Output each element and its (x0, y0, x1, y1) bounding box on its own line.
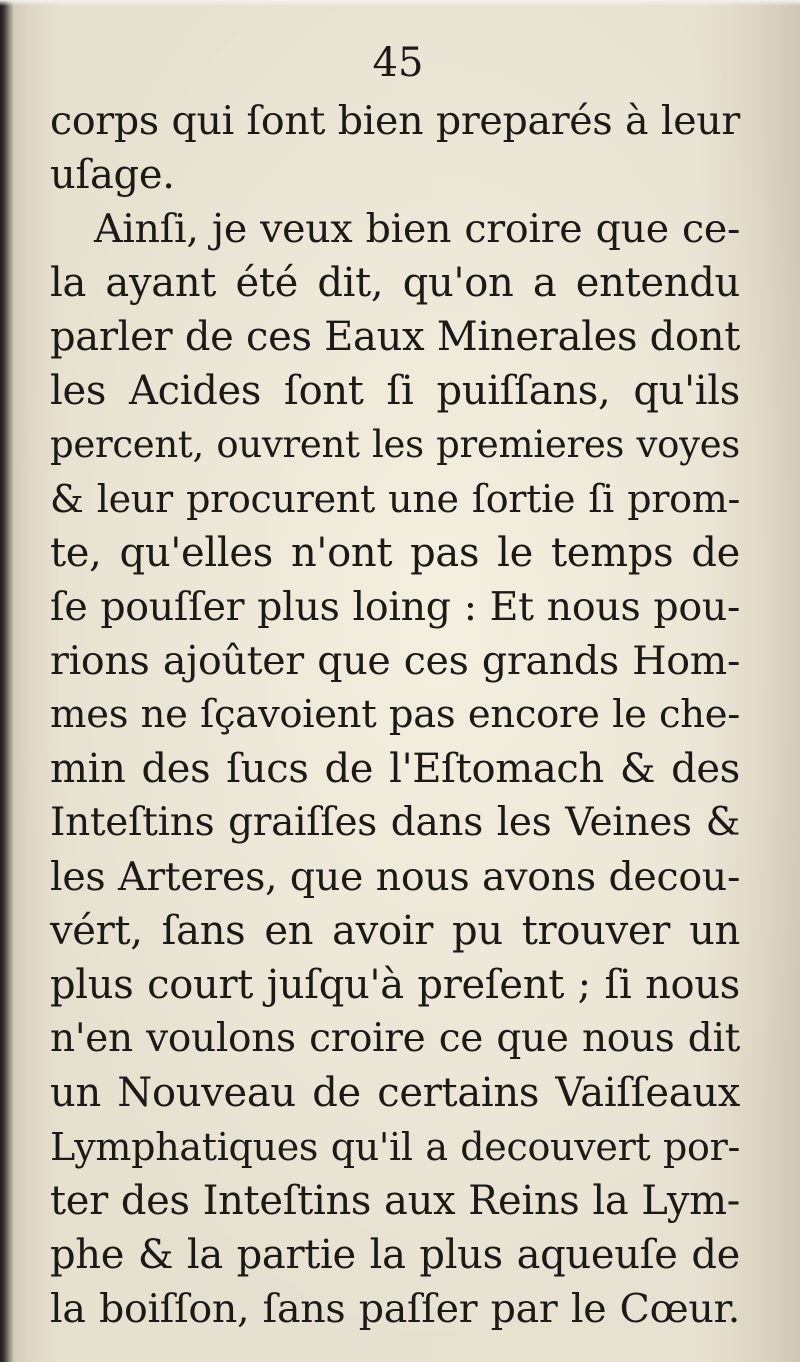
text-line: rions ajoûter que ces grands Hom- (50, 638, 740, 684)
text-line: phe & la partie la plus aqueuſe de (50, 1232, 740, 1278)
text-line: plus court juſqu'à preſent ; ſi nous (50, 962, 740, 1008)
text-line: Ainſi, je veux bien croire que ce- (94, 206, 740, 252)
text-line: Lymphatiques qu'il a decouvert por- (50, 1125, 740, 1169)
text-line: & leur procurent une ſortie ſi prom- (50, 477, 740, 521)
text-line: les Arteres, que nous avons decou- (50, 854, 740, 900)
text-line: corps qui ſont bien preparés à leur (50, 98, 740, 144)
text-line: ſe pouſſer plus loing : Et nous pou- (50, 584, 740, 630)
text-line: vért, ſans en avoir pu trouver un (50, 908, 740, 954)
page-number: 45 (372, 40, 424, 86)
text-line: percent, ouvrent les premieres voyes (50, 423, 740, 466)
text-line: uſage. (50, 152, 175, 198)
text-line: n'en voulons croire ce que nous dit (50, 1016, 740, 1061)
text-line: un Nouveau de certains Vaiſſeaux (50, 1070, 740, 1116)
text-line: parler de ces Eaux Minerales dont (50, 314, 740, 360)
text-line: min des ſucs de l'Eſtomach & des (50, 746, 740, 792)
text-line: ter des Inteſtins aux Reins la Lym- (50, 1178, 740, 1224)
text-line: la boiſſon, ſans paſſer par le Cœur. (50, 1286, 740, 1332)
text-line: la ayant été dit, qu'on a entendu (50, 260, 740, 306)
text-line: les Acides ſont ſi puiſſans, qu'ils (50, 368, 740, 414)
text-line: te, qu'elles n'ont pas le temps de (50, 530, 740, 576)
text-line: Inteſtins graiſſes dans les Veines & (50, 800, 740, 845)
body-text (50, 94, 740, 1336)
text-line: mes ne ſçavoient pas encore le che- (50, 692, 740, 737)
